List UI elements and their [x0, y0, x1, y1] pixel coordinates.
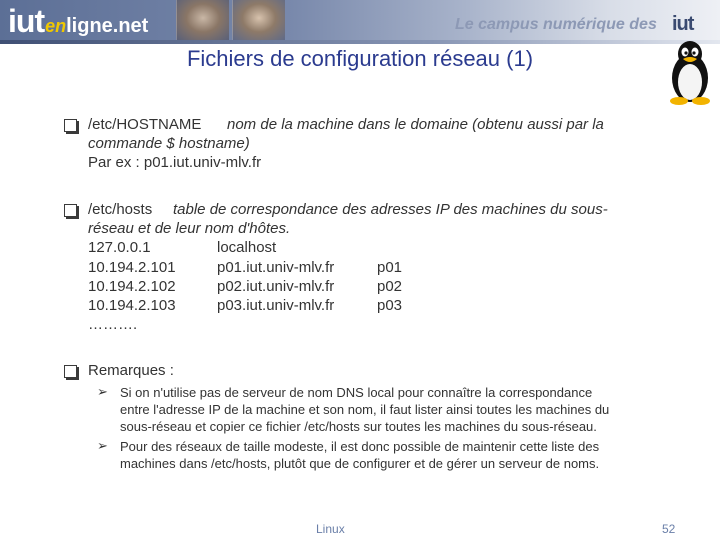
table-cell-alias: p01: [377, 259, 403, 276]
header-tagline: Le campus numérique des: [455, 16, 657, 33]
bullet-square-icon: [64, 119, 77, 132]
header-photo: [176, 0, 229, 40]
hostname-file: /etc/HOSTNAME: [88, 116, 202, 133]
header-photo: [232, 0, 285, 40]
table-cell-alias: p03: [377, 297, 403, 314]
page-number: 52: [662, 522, 676, 536]
arrow-bullet-icon: ➢: [97, 438, 108, 453]
table-cell-name: localhost: [217, 239, 277, 256]
iut-logo-mark: iut: [672, 13, 694, 35]
remark-text: machines dans /etc/hosts, plutôt que de configurer et de gérer un serveur de noms.: [120, 456, 600, 471]
table-cell-name: p01.iut.univ-mlv.fr: [217, 259, 335, 276]
table-cell-alias: p02: [377, 278, 403, 295]
remarks-heading: Remarques :: [88, 362, 174, 379]
hosts-file: /etc/hosts: [88, 201, 153, 218]
hostname-example: Par ex : p01.iut.univ-mlv.fr: [88, 154, 262, 171]
hosts-description: table de correspondance des adresses IP des machines du sous-: [173, 201, 608, 218]
table-cell-name: p02.iut.univ-mlv.fr: [217, 278, 335, 295]
slide-title: Fichiers de configuration réseau (1): [186, 46, 534, 71]
remark-text: Si on n'utilise pas de serveur de nom DNS local pour connaître la correspondance: [120, 385, 593, 400]
bullet-square-icon: [64, 365, 77, 378]
arrow-bullet-icon: ➢: [97, 384, 108, 399]
tux-penguin-icon: [664, 38, 716, 106]
header-stripe: [0, 40, 720, 44]
hostname-description: nom de la machine dans le domaine (obtenu aussi par la: [227, 116, 604, 133]
table-cell-name: p03.iut.univ-mlv.fr: [217, 297, 335, 314]
table-ellipsis: ……….: [88, 316, 138, 333]
footer-topic: Linux: [316, 522, 345, 536]
remark-text: entre l'adresse IP de la machine et son nom, il faut lister ainsi toutes les machines du: [120, 402, 610, 417]
hosts-description: réseau et de leur nom d'hôtes.: [88, 220, 291, 237]
table-cell-ip: 10.194.2.101: [88, 259, 176, 276]
table-cell-ip: 10.194.2.103: [88, 297, 176, 314]
bullet-square-icon: [64, 204, 77, 217]
hostname-description: commande $ hostname): [88, 135, 250, 152]
remark-text: Pour des réseaux de taille modeste, il est donc possible de maintenir cette liste des: [120, 439, 600, 454]
remark-text: sous-réseau et copier ce fichier /etc/hosts sur toutes les machines du sous-réseau.: [120, 419, 597, 434]
table-cell-ip: 10.194.2.102: [88, 278, 176, 295]
table-cell-ip: 127.0.0.1: [88, 239, 151, 256]
iutenligne-logo: iutenligne.net: [8, 3, 149, 39]
